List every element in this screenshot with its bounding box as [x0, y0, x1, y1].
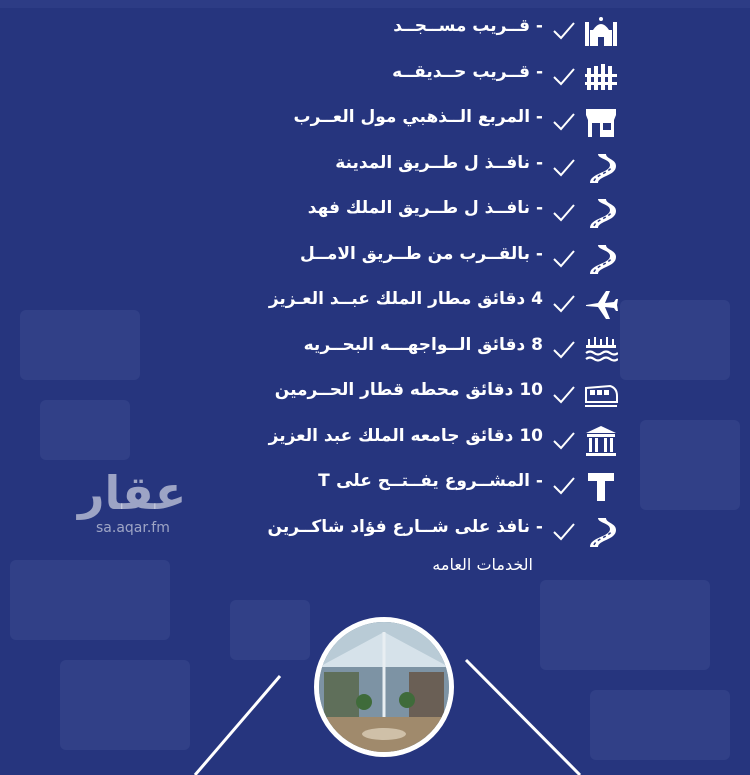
feature-label: 10 دقائق محطه قطار الحــرمين: [274, 380, 543, 400]
watermark-url: sa.aqar.fm: [96, 520, 170, 536]
feature-label: - قــريب حــديقــه: [392, 61, 543, 82]
feature-label: - نافــذ ل طــريق الملك فهد: [307, 198, 543, 218]
services-title: الخدمات العامه: [432, 555, 533, 574]
feature-label: 4 دقائق مطار الملك عبــد العـزيز: [268, 289, 543, 309]
feature-label: - المربع الــذهبي مول العــرب: [293, 107, 543, 127]
watermark-logo: عقار: [78, 466, 187, 520]
feature-label: 10 دقائق جامعه الملك عبد العزيز: [268, 425, 543, 446]
feature-label: - نافذ على شــارع فؤاد شاكــرين: [267, 516, 543, 537]
mall-photo: [314, 617, 454, 757]
feature-label: - المشــروع يفــتــح على T: [318, 471, 543, 491]
feature-label: 8 دقائق الــواجهـــه البحــريه: [303, 334, 543, 355]
feature-label: - بالقــرب من طــريق الامــل: [300, 243, 543, 264]
feature-label: - نافــذ ل طــريق المدينة: [335, 152, 543, 173]
feature-label: - قــريب مســجــد: [393, 16, 543, 36]
